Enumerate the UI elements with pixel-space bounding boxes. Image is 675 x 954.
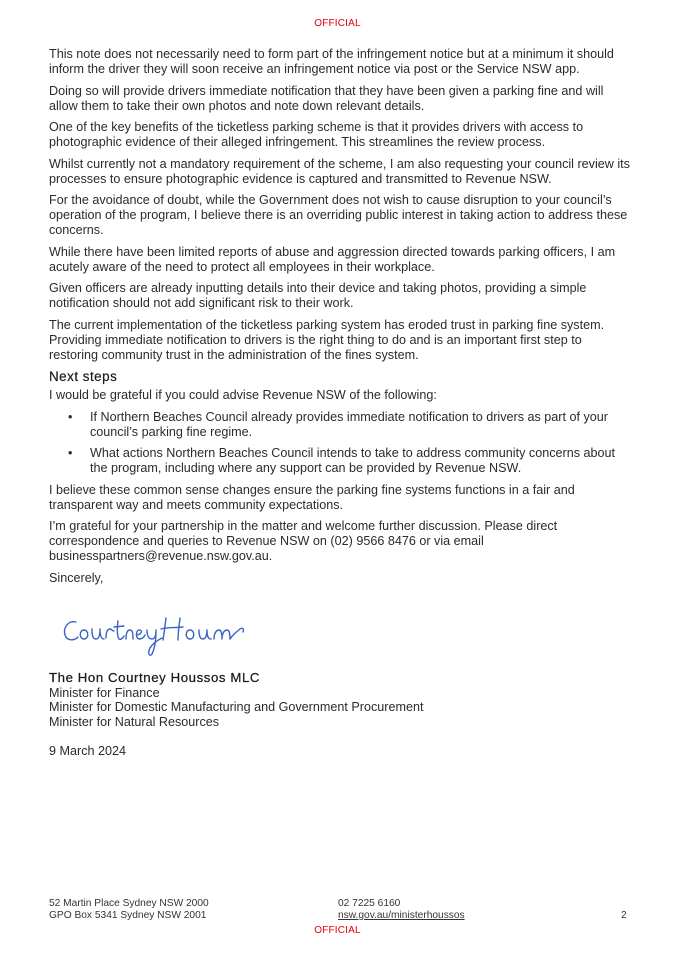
signatory-block bbox=[49, 671, 423, 758]
list-item-text: If Northern Beaches Council already provides immediate notification to drivers as part of your council’s parking fine regime. bbox=[90, 409, 608, 439]
handwritten-signature bbox=[62, 612, 302, 658]
paragraph-photographic-evidence: Whilst currently not a mandatory requirement of the scheme, I am also requesting your council review its processes to ensure photographic evidence is captured and transmitted to Revenue NSW. bbox=[49, 156, 630, 186]
signature-icon bbox=[62, 612, 302, 658]
paragraph-common-sense: I believe these common sense changes ensure the parking fine systems functions in a fair and transparent way and meets community expectations. bbox=[49, 482, 575, 512]
paragraph-key-benefits: One of the key benefits of the ticketless parking scheme is that it provides drivers with access to photographic evidence of their alleged infringement. This streamlines the review process. bbox=[49, 120, 584, 149]
closing-salutation: Sincerely, bbox=[49, 570, 104, 585]
bullet-icon: • bbox=[68, 409, 73, 424]
classification-marking-top: OFFICIAL bbox=[314, 18, 361, 29]
letter-body bbox=[49, 47, 634, 592]
letter-date: 9 March 2024 bbox=[49, 743, 127, 758]
signatory-title-manufacturing: Minister for Domestic Manufacturing and Government Procurement bbox=[49, 700, 424, 714]
list-item bbox=[49, 410, 634, 440]
footer-address-line2: GPO Box 5341 Sydney NSW 2001 bbox=[49, 910, 207, 921]
footer-address bbox=[49, 898, 209, 922]
list-item-text: What actions Northern Beaches Council intends to take to address community concerns about the program, including where any support can be provided by Revenue NSW. bbox=[90, 446, 616, 475]
footer-contact bbox=[338, 898, 465, 922]
next-steps-heading: Next steps bbox=[49, 369, 118, 384]
paragraph-notice-note: This note does not necessarily need to form part of the infringement notice but at a minimum it should inform the driver they will soon receive an infringement notice via post or the Service NSW app. bbox=[49, 47, 614, 76]
footer-website-link[interactable]: nsw.gov.au/ministerhoussos bbox=[338, 910, 465, 921]
footer-address-line1: 52 Martin Place Sydney NSW 2000 bbox=[49, 898, 209, 909]
signatory-title-finance: Minister for Finance bbox=[49, 685, 160, 700]
next-steps-intro: I would be grateful if you could advise Revenue NSW of the following: bbox=[49, 388, 437, 402]
signatory-title-natural-resources: Minister for Natural Resources bbox=[49, 714, 220, 729]
paragraph-eroded-trust: The current implementation of the ticketless parking system has eroded trust in parking fine system. Providing immediate notification to drivers is the right thing to do and is an important first step to restoring community trust in the administration of the fines system. bbox=[49, 317, 605, 362]
paragraph-officer-safety: While there have been limited reports of abuse and aggression directed towards parking officers, I am acutely aware of the need to protect all employees in their workplace. bbox=[49, 244, 616, 274]
classification-marking-bottom: OFFICIAL bbox=[314, 925, 361, 936]
bullet-icon: • bbox=[68, 446, 73, 460]
signatory-name: The Hon Courtney Houssos MLC bbox=[49, 670, 261, 685]
paragraph-officer-risk: Given officers are already inputting details into their device and taking photos, providing a simple notification should not add significant risk to their work. bbox=[49, 281, 587, 310]
next-steps-list bbox=[49, 410, 634, 477]
paragraph-contact: I’m grateful for your partnership in the matter and welcome further discussion. Please direct correspondence and queries to Revenue NSW on (02) 9566 8476 or via email businesspartners@revenue.nsw.gov.au. bbox=[49, 519, 558, 563]
paragraph-avoidance-of-doubt: For the avoidance of doubt, while the Government does not wish to cause disruption to your council’s operation of the program, I believe there is an overriding public interest in taking action to address these concerns. bbox=[49, 193, 628, 237]
paragraph-immediate-notification: Doing so will provide drivers immediate notification that they have been given a parking fine and will allow them to take their own photos and note down relevant details. bbox=[49, 83, 604, 113]
footer-phone: 02 7225 6160 bbox=[338, 898, 401, 909]
list-item bbox=[49, 446, 634, 476]
page-number: 2 bbox=[621, 910, 627, 921]
